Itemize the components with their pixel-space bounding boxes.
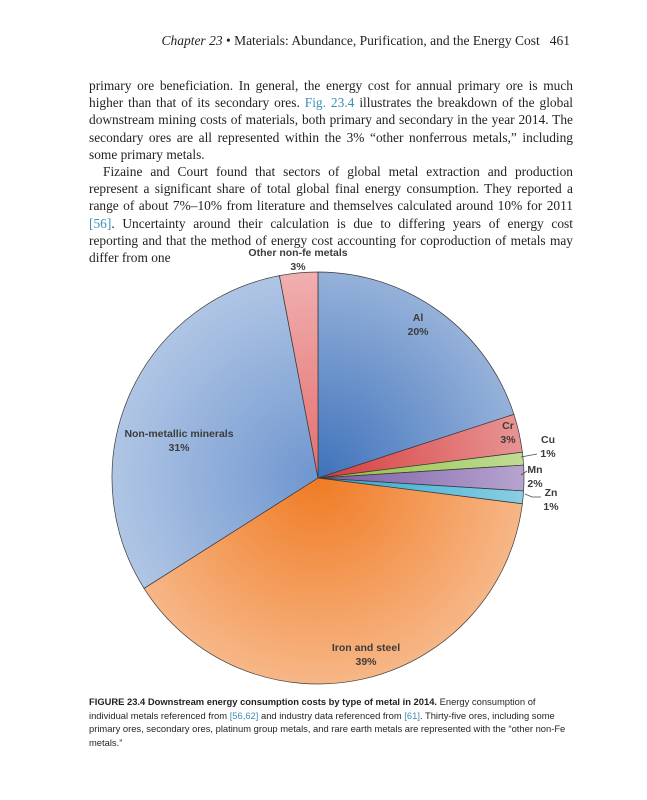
- slice-pct-cu: 1%: [540, 448, 556, 460]
- slice-pct-iron: 39%: [355, 656, 377, 668]
- figure-link[interactable]: Fig. 23.4: [304, 95, 355, 111]
- slice-pct-mn: 2%: [527, 478, 543, 490]
- citation-link[interactable]: [56]: [89, 215, 112, 231]
- slice-label-al: Al: [412, 312, 424, 324]
- leader-line-cu: [521, 454, 537, 457]
- slice-label-mn: Mn: [527, 464, 543, 476]
- slice-pct-al: 20%: [407, 326, 429, 338]
- chapter-label: Chapter 23: [161, 33, 223, 48]
- paragraph-1: primary ore beneficiation. In general, the energy cost for annual primary ore is much higher than that of its secondary ores. Fig. 23.4 illustrates the breakdown of the global downstream mining costs of materials, both primary and secondary in the year 2014. The secondary ores are all represented within the 3% “other nonferrous metals,” including some primary metals.: [89, 78, 573, 162]
- header-bullet: •: [222, 33, 235, 48]
- slice-label-cu: Cu: [541, 434, 555, 446]
- slice-label-nonmetallic: Non-metallic minerals: [124, 428, 234, 440]
- leader-line-zn: [525, 494, 541, 497]
- slice-label-iron: Iron and steel: [331, 642, 401, 654]
- caption-label: FIGURE 23.4 Downstream energy consumption costs by type of metal in 2014.: [89, 696, 438, 707]
- slice-label-cr: Cr: [502, 420, 514, 432]
- figure-caption: FIGURE 23.4 Downstream energy consumption costs by type of metal in 2014. Energy consumption of individual metals referenced from [56,62] and industry data referenced from [61]. Thirty-five ores, including some primary ores, secondary ores, platinum group metals, and rare earth metals are represented with the “other non-Fe metals.”: [89, 696, 566, 748]
- chapter-title: Materials: Abundance, Purification, and the Energy Cost: [234, 33, 540, 48]
- slice-label-zn: Zn: [544, 487, 558, 499]
- paragraph-2: Fizaine and Court found that sectors of global metal extraction and production represent a significant share of total global final energy consumption. They reported a range of about 7%–10% from literature and themselves calculated around 10% for 2011 [56]. Uncertainty around their calculation is due to differing years of energy cost reporting and that the method of energy cost accounting for coproduction of metals may differ from one: [89, 164, 573, 266]
- page-number: 461: [549, 33, 570, 48]
- slice-pct-cr: 3%: [500, 434, 516, 446]
- slice-pct-nonmetallic: 31%: [168, 442, 190, 454]
- slice-label-other: Other non-fe metals: [248, 247, 348, 259]
- caption-citation-1[interactable]: [56,62]: [229, 709, 259, 721]
- slice-pct-other: 3%: [290, 261, 306, 273]
- slice-pct-zn: 1%: [543, 501, 559, 513]
- caption-citation-2[interactable]: [61]: [404, 709, 420, 721]
- pie-slices: [112, 272, 524, 684]
